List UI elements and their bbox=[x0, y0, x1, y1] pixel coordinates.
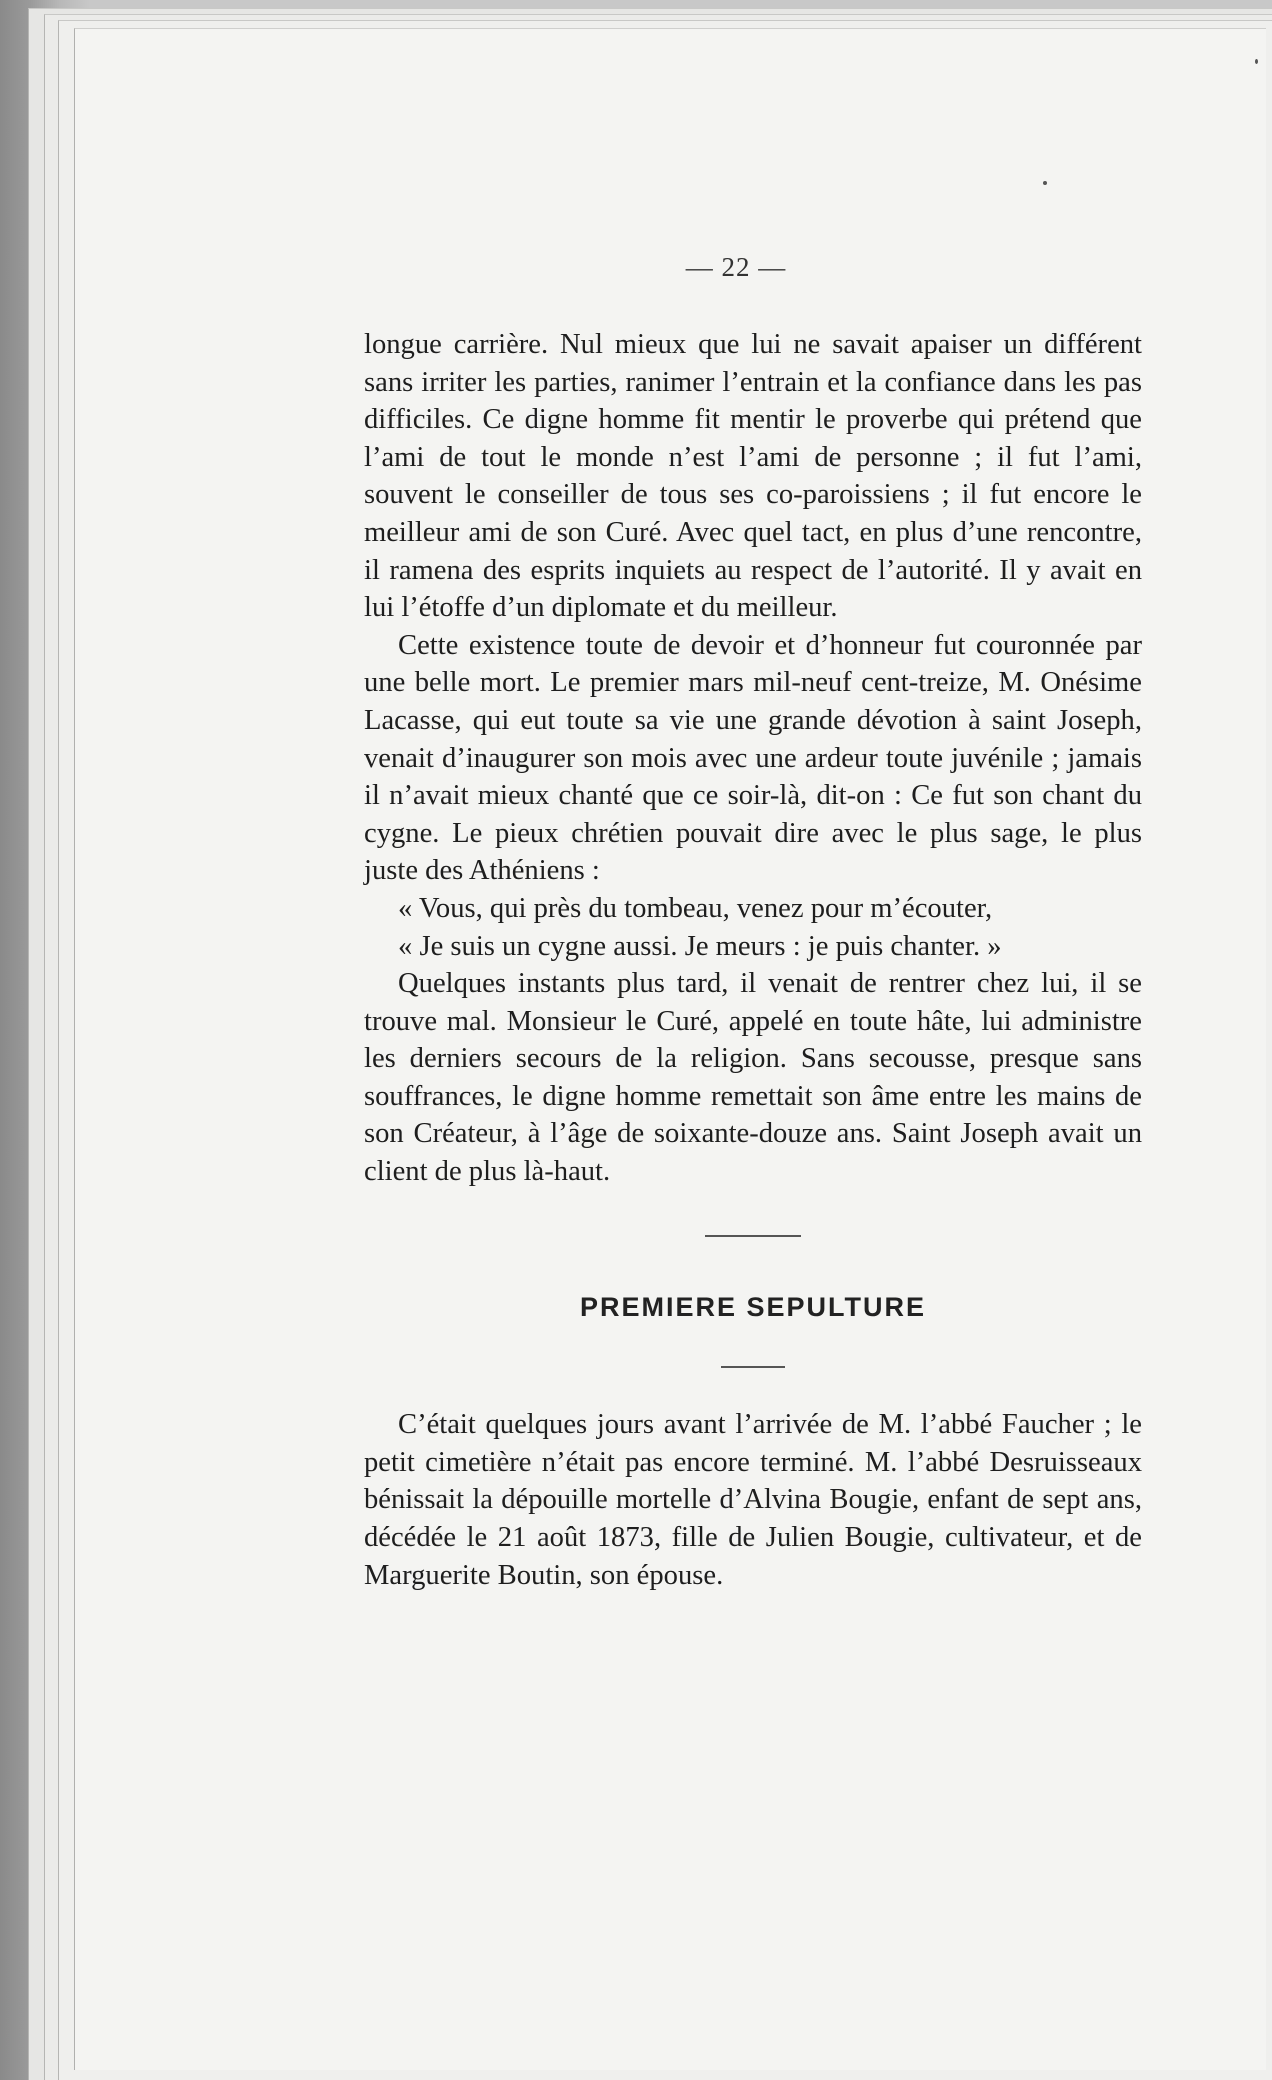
paper-speck bbox=[1255, 59, 1258, 64]
section-divider bbox=[705, 1235, 801, 1237]
body-paragraph: longue carrière. Nul mieux que lui ne savait apaiser un différent sans irriter les parties, ranimer l’entrain et la confiance dans les pas difficiles. Ce digne homme fit mentir le proverbe qui prétend que l’ami de tout le monde n’est l’ami de personne ; il fut l’ami, souvent le conseiller de tous ses co-paroissiens ; il fut encore le meilleur ami de son Curé. Avec quel tact, en plus d’une rencontre, il ramena des esprits inquiets au respect de l’autorité. Il y avait en lui l’étoffe d’un diplomate et du meilleur. bbox=[364, 329, 1142, 624]
section-paragraph: C’était quelques jours avant l’arrivée de M. l’abbé Faucher ; le petit cimetière n’était pas encore terminé. M. l’abbé Desruisseaux bénissait la dépouille mortelle d’Alvina Bougie, enfant de sept ans, décédée le 21 août 1873, fille de Julien Bougie, cultivateur, et de Marguerite Boutin, son épouse. bbox=[364, 1409, 1142, 1591]
body-paragraph: Quelques instants plus tard, il venait de rentrer chez lui, il se trouve mal. Monsieur le Curé, appelé en toute hâte, lui administre les derniers secours de la religion. Sans secousse, presque sans souffrances, le digne homme remettait son âme entre les mains de son Créateur, à l’âge de soixante-douze ans. Saint Joseph avait un client de plus là-haut. bbox=[364, 968, 1142, 1188]
page-content bbox=[364, 326, 1142, 1594]
page-number: — 22 — bbox=[685, 252, 787, 282]
section-divider bbox=[721, 1366, 785, 1368]
verse-line: « Je suis un cygne aussi. Je meurs : je puis chanter. » bbox=[398, 930, 1002, 962]
body-paragraph: Cette existence toute de devoir et d’honneur fut couronnée par une belle mort. Le premier mars mil-neuf cent-treize, M. Onésime Lacasse, qui eut toute sa vie une grande dévotion à saint Joseph, venait d’inaugurer son mois avec une ardeur toute juvénile ; jamais il n’avait mieux chanté que ce soir-là, dit-on : Ce fut son chant du cygne. Le pieux chrétien pouvait dire avec le plus sage, le plus juste des Athéniens : bbox=[364, 629, 1142, 887]
verse-line: « Vous, qui près du tombeau, venez pour m’écouter, bbox=[398, 892, 993, 924]
section-title: PREMIERE SEPULTURE bbox=[579, 1291, 927, 1322]
paper-speck bbox=[1043, 181, 1047, 185]
